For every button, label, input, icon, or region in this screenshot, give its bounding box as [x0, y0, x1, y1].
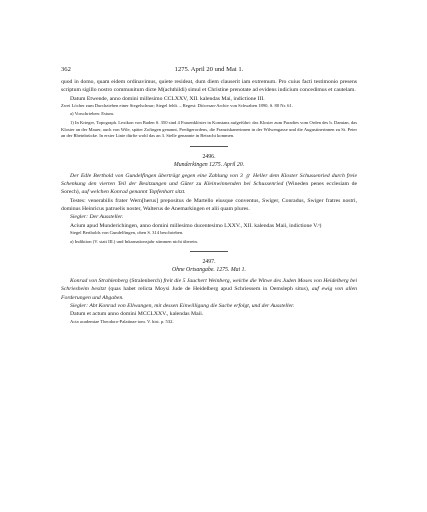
document-page [61, 66, 357, 325]
regest-2497-part-3: freit die 5 Jauchert Weinberg, welche die Witwe des Juden Moses von Heidelberg bei Schriesheim besitzt [61, 278, 358, 293]
dateline-2497: Ohne Ortsangabe. 1275. Mai 1. [172, 267, 246, 274]
seal-note-2496: Siegel Bertholds von Gundelfingen, oben S. 314 beschrieben. [70, 229, 184, 235]
regest-2497-part-1: Konrad von Strahlenberg [70, 278, 128, 285]
regest-2497-part-5: auf ewig von allen Forderungen und Abgaben. [61, 286, 358, 301]
date-clause: Datum Etwende, anno domini millesimo CCLXXV, XII. kalendas Mai, indictione III. [70, 95, 265, 102]
regest-2496 [61, 172, 357, 197]
section-divider [190, 251, 228, 252]
body-paragraph: quod in domo, quam eidem ordinavimus, quiete resideat, dum diem clauserit iam extremum. Pro cuius facti testimonio presens scriptum sigillo nostro communitum dicte M(achthildi) simul et Christine prenotate ad evidens indicium concedimus et cautelam. [61, 79, 357, 94]
witnesses-2496: Testes: venerabilis frater Wern[herus] prepositus de Martello eiusque conventus, Swiger, Conradus, Swiger fratres nostri, dominus Heinricus patruelis noster, Walterus de Anemarkingen et alii quam plures. [61, 197, 357, 213]
datum-2497: Datum et actum anno domini MCCLXXV., kalendas Maii. [70, 311, 204, 318]
page-header [61, 66, 357, 78]
document-number-2497: 2497. [202, 259, 216, 266]
source-note: Zwei Löcher zum Durchziehen einer Siegelschnur; Siegel fehlt. – Regest: Diöcesan-Archiv von Schwaben 1890, S. 80 Nr. 61. [61, 102, 293, 108]
regest-2496-part-1: Der Edle Berthold von Gundelfingen überträgt gegen eine Zahlung von 3 ℊ Heller dem Kloster Schussenried durch freie Schenkung den vierten Teil der Besitzungen und Güter zu Kleinwinnenden bei Schussenried [61, 172, 357, 188]
footnote-1: 1) In Krieger, Topograph. Lexikon von Baden S. 350 sind 4 Frauenklöster in Konstanz aufgeführt: das Kloster zum Paradies vom Orden des h. Damian, das Kloster an der Mauer, auch von Wile, später Zofingen genannt, Predigerordens, die Franziskanerinnen in der Wilwengasse und die Augustinerinnen zu St. Peter an der Rheinbrücke. In erster Linie dürfte wohl das an 3. Stelle genannte in Betracht kommen. [61, 120, 357, 139]
regest-2497-part-2: (Stralenberch) [129, 278, 162, 285]
dateline-2496: Munderkingen 1275. April 20. [173, 161, 245, 168]
regest-2497 [61, 277, 357, 302]
regest-2497-part-4: (quas habet relicta Moysi Jude de Heidelberg apud Schriessem in Oemsleph situs), [108, 286, 310, 293]
source-2497: Acta academiae Theodoro-Palatinae tom. V. hist. p. 532. [70, 318, 174, 324]
sealer-value: Der Aussteller. [89, 214, 124, 221]
regest-2496-part-2: (Wineden penes ecclesiam de Sorech), [61, 181, 357, 196]
section-divider [190, 146, 228, 147]
footnote-a: a) Vorschrieben: Estum. [70, 111, 115, 117]
footnote-2496-a: a) Indiktion (V. statt III.) und Inkarnationsjahr stimmen nicht überein. [70, 238, 198, 244]
sealer-2496 [61, 213, 357, 221]
regest-2496-part-3: auf welchen Konrad genannt Topfenhart sitzt. [81, 189, 186, 196]
running-title: 1275. April 20 und Mai 1. [174, 66, 244, 73]
actum-2496: Acium apud Munderichingen, anno domini millesimo ducentesimo LXXV., XII. kalendas Maii, indictione V.ᵃ) [70, 222, 322, 229]
document-number-2496: 2496. [202, 153, 216, 160]
page-number: 362 [61, 66, 71, 73]
sealer-label: Siegler: [70, 214, 89, 221]
sealer-2497: Siegler: Abt Konrad von Ellwangen, mit dessen Einwilligung die Sache erfolgt, und der Aussteller. [70, 303, 295, 310]
